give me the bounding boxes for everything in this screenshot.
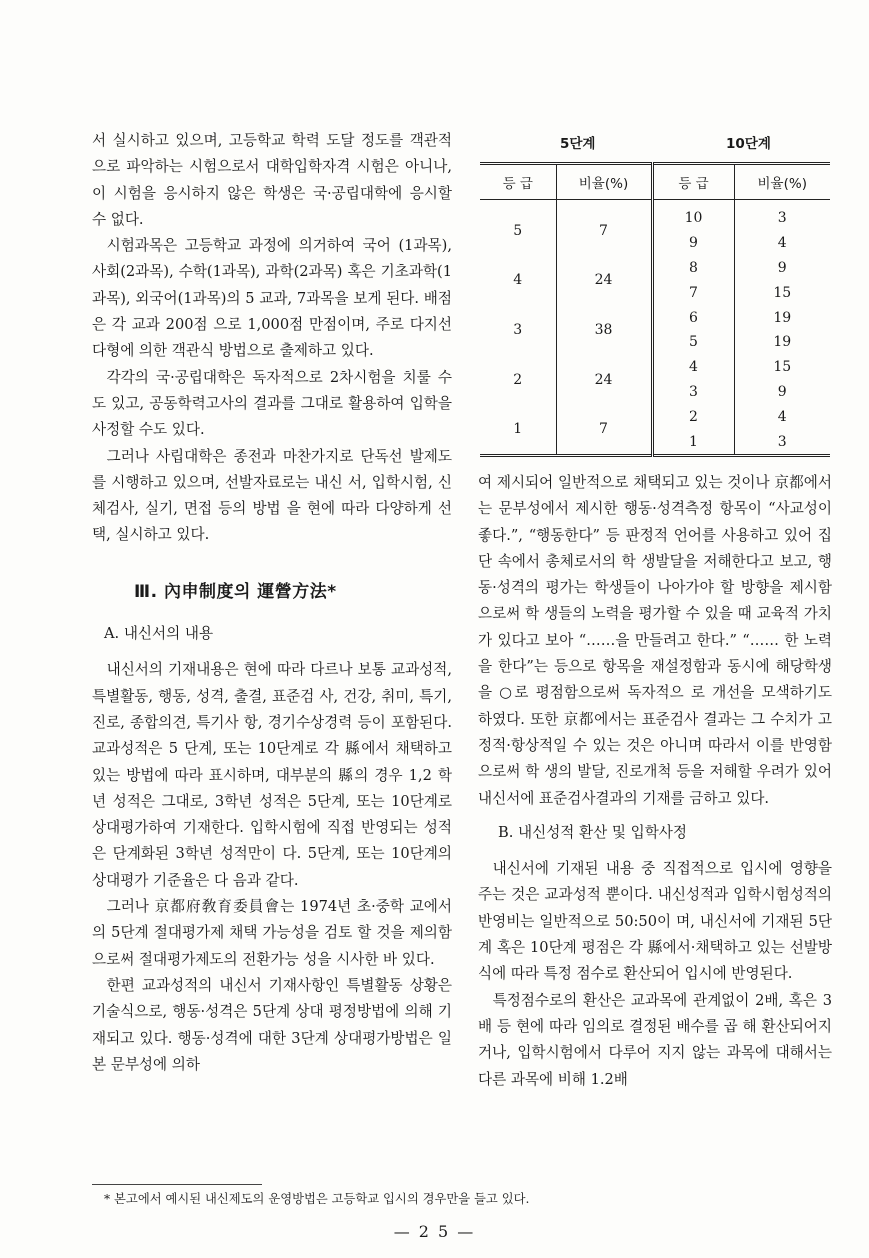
cell-ratio-5: 24 — [556, 256, 652, 306]
paragraph: 그러나 京都府敎育委員會는 1974년 초·중학 교에서의 5단계 절대평가제 채택 가능성을 검토 할 것을 제의함으로써 절대평가제도의 전환가능 성을 시사한 바 있다. — [92, 898, 452, 968]
cell-grade-10: 7 — [652, 280, 734, 305]
left-column — [92, 128, 452, 1078]
table-group-10: 10단계 — [726, 136, 771, 152]
header-grade-10: 등 급 — [652, 164, 734, 200]
cell-ratio-5: 38 — [556, 305, 652, 355]
cell-ratio-5: 24 — [556, 355, 652, 405]
paragraph: 내신서의 기재내용은 현에 따라 다르나 보통 교과성적, 특별활동, 행동, 성격, 출결, 표준검 사, 건강, 취미, 특기, 진로, 종합의견, 특기사 항, 경기수상경력 등이 포함된다. 교과성적은 5 단계, 또는 10단계로 각 縣에서 채택하고 있는 방법에 따라 표시하며, 대부분의 縣의 경우 1,2 학년 성적은 그대로, 3학년 성적은 5단계, 또는 10단계로 상대평가하여 기재한다. 입학시험에 직접 반영되는 성적은 단계화된 3학년 성적만이 다. 5단계, 또는 10단계의 상대평가 기준율은 다 음과 같다. — [92, 661, 452, 889]
cell-ratio-10: 9 — [734, 256, 830, 281]
cell-ratio-10: 19 — [734, 330, 830, 355]
paragraph: 여 제시되어 일반적으로 채택되고 있는 것이나 京都에서는 문부성에서 제시한 행동·성격측정 항목이 “사교성이 좋다.”, “행동한다” 등 판정적 언어를 사용하고 있어 집단 속에서 총체로서의 학 생발달을 저해한다고 보고, 행동·성격의 평가는 학생들이 나아가야 할 방향을 제시함으로써 학 생들의 노력을 평가할 수 있을 때 교육적 가치 가 있다고 보아 “……을 만들려고 한다.” “…… 한 노력을 한다”는 등으로 항목을 재설정함과 동시에 해당학생을 ○로 평점함으로써 독자적으 로 개선을 모색하기도 하였다. 또한 京都에서는 표준검사 결과는 그 수치가 고정적·항상적일 수 있는 것은 아니며 따라서 이를 반영함으로써 학 생의 발달, 진로개척 등을 저해할 우려가 있어 내신서에 표준검사결과의 기재를 금하고 있다. — [478, 474, 832, 807]
header-grade-5: 등 급 — [480, 164, 556, 200]
paragraph: 시험과목은 고등학교 과정에 의거하여 국어 (1과목), 사회(2과목), 수학(1과목), 과학(2과목) 혹은 기초과학(1과목), 외국어(1과목)의 5 교과, 7과목을 보게 된다. 배점은 각 교과 200점 으로 1,000점 만점이며, 주로 다지선다형에 의한 객관식 방법으로 출제하고 있다. — [92, 237, 452, 360]
cell-grade-5: 3 — [513, 321, 523, 338]
table-header-row — [480, 164, 830, 200]
cell-grade-10: 9 — [652, 231, 734, 256]
footnote-divider — [92, 1184, 262, 1185]
cell-grade-5: 1 — [513, 421, 523, 438]
cell-ratio-10: 3 — [734, 200, 830, 231]
cell-grade-10: 5 — [652, 330, 734, 355]
paragraph: 내신서에 기재된 내용 중 직접적으로 입시에 영향을 주는 것은 교과성적 뿐이다. 내신성적과 입학시험성적의 반영비는 일반적으로 50:50이 며, 내신서에 기재된 5단계 혹은 10단계 평점은 각 縣에서·채택하고 있는 선발방식에 따라 특정 점수로 환산되어 입시에 반영된다. — [478, 860, 832, 983]
cell-ratio-10: 4 — [734, 231, 830, 256]
table-row — [480, 256, 830, 281]
table-group-headings — [480, 132, 830, 152]
paragraph: 서 실시하고 있으며, 고등학교 학력 도달 정도를 객관적으로 파악하는 시험으로서 대학입학자격 시험은 아니나, 이 시험을 응시하지 않은 학생은 국·공립대학에 응시할 수 없다. — [92, 132, 452, 228]
cell-ratio-10: 9 — [734, 380, 830, 405]
paragraph: 그러나 사립대학은 종전과 마찬가지로 단독선 발제도를 시행하고 있으며, 선발자료로는 내신 서, 입학시험, 신체검사, 실기, 면접 등의 방법 을 현에 따라 다양하게 선택, 실시하고 있다. — [92, 447, 452, 544]
page-number: — 2 5 — — [393, 1222, 476, 1241]
cell-grade-5: 4 — [513, 272, 523, 289]
subsection-heading: A. 내신서의 내용 — [104, 625, 214, 643]
table-group-5: 5단계 — [560, 136, 596, 152]
header-ratio-5: 비율(%) — [556, 164, 652, 200]
table-row — [480, 305, 830, 330]
cell-ratio-10: 19 — [734, 305, 830, 330]
cell-grade-10: 3 — [652, 380, 734, 405]
cell-grade-10: 2 — [652, 404, 734, 429]
cell-ratio-10: 15 — [734, 280, 830, 305]
section-heading: Ⅲ. 內申制度의 運營方法* — [134, 581, 337, 602]
cell-ratio-5: 7 — [556, 404, 652, 455]
cell-grade-5: 2 — [513, 371, 523, 388]
cell-grade-10: 1 — [652, 429, 734, 455]
cell-grade-10: 10 — [652, 200, 734, 231]
cell-ratio-10: 4 — [734, 404, 830, 429]
grade-ratio-table — [480, 162, 830, 457]
cell-ratio-10: 15 — [734, 355, 830, 380]
cell-grade-10: 6 — [652, 305, 734, 330]
subsection-heading: B. 내신성적 환산 및 입학사정 — [498, 823, 687, 841]
cell-ratio-10: 3 — [734, 429, 830, 455]
right-column — [478, 470, 832, 1093]
footnote: * 본고에서 예시된 내신제도의 운영방법은 고등학교 입시의 경우만을 들고 있다. — [104, 1192, 530, 1206]
cell-grade-10: 4 — [652, 355, 734, 380]
table-row — [480, 200, 830, 231]
paragraph: 각각의 국·공립대학은 독자적으로 2차시험을 치룰 수도 있고, 공동학력고사의 결과를 그대로 활용하여 입학을 사정할 수도 있다. — [92, 368, 452, 439]
paragraph: 특정점수로의 환산은 교과목에 관계없이 2배, 혹은 3배 등 현에 따라 임의로 결정된 배수를 곱 해 환산되어지거나, 입학시험에서 다루어 지지 않는 과목에 대해서는 다른 과목에 비해 1.2배 — [478, 991, 832, 1088]
cell-grade-10: 8 — [652, 256, 734, 281]
cell-ratio-5: 7 — [556, 200, 652, 256]
table-row — [480, 355, 830, 380]
cell-grade-5: 5 — [513, 222, 523, 239]
table-row — [480, 404, 830, 429]
header-ratio-10: 비율(%) — [734, 164, 830, 200]
paragraph: 한편 교과성적의 내신서 기재사항인 특별활동 상황은 기술식으로, 행동·성격은 5단계 상대 평정방법에 의해 기재되고 있다. 행동·성격에 대한 3단계 상대평가방법은 일본 문부성에 의하 — [92, 976, 452, 1073]
